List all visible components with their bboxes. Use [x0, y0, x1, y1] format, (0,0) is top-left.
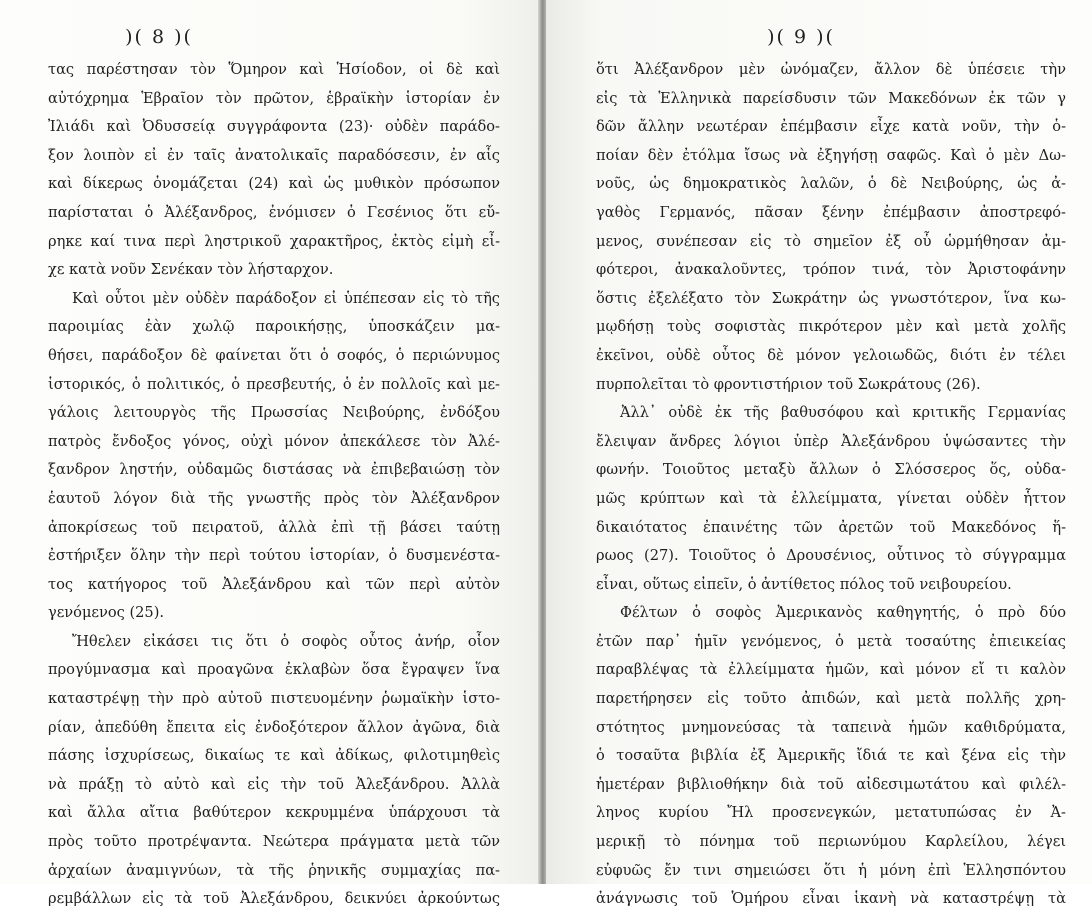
text-line: φότεροι, ἀνακαλοῦντες, τρόπον τινά, τὸν Ἀριστοφάνην: [596, 261, 1066, 279]
left-text-block: [48, 56, 500, 914]
text-line: παρίσταται ὁ Ἀλέξανδρος, ἐνόμισεν ὁ Γεσένιος ὅτι εὔ-: [48, 203, 500, 221]
text-line: Ἀλλ᾽ οὐδὲ ἐκ τῆς βαθυσόφου καὶ κριτικῆς Γερμανίας: [620, 404, 1066, 422]
text-line: ὅτι Ἀλέξανδρον μὲν ὠνόμαζεν, ἄλλον δὲ ὑπέσειε τὴν: [596, 61, 1066, 78]
text-line: καταστρέψῃ τὴν πρὸ αὐτοῦ πιστευομένην ῥωμαϊκὴν ἱστο-: [48, 690, 500, 708]
page-number-left: )( 8 )(: [125, 26, 193, 48]
text-line: νοῦς, ὡς δημοκρατικὸς λαλῶν, ὁ δὲ Νειβούρης, ὡς ἀ-: [596, 175, 1066, 193]
text-line: εἶναι, οὕτως εἰπεῖν, ὁ ἀντίθετος πόλος τοῦ νειβουρείου.: [596, 575, 1012, 593]
right-text-block: [596, 56, 1066, 914]
text-line: μῳδήσῃ τοὺς σοφιστὰς πικρότερον μὲν καὶ μετὰ χολῆς: [596, 318, 1066, 336]
text-line: ἐκεῖνοι, οὐδὲ οὗτος δὲ μόνον γελοιωδῶς, διότι ἐν τέλει: [596, 346, 1066, 364]
text-line: τος κατήγορος τοῦ Ἀλεξάνδρου καὶ τῶν περὶ αὐτὸν: [48, 575, 500, 593]
text-line: ἑαυτοῦ λόγον διὰ τῆς γνωστῆς πρὸς τὸν Ἀλέξανδρον: [48, 489, 500, 507]
text-line: ὁ τοσαῦτα βιβλία ἐξ Ἀμερικῆς ἴδιά τε καὶ ξένα εἰς τὴν: [596, 747, 1066, 765]
text-line: παρετήρησεν εἰς τοῦτο ἀπιδών, καὶ μετὰ πολλῆς χρη-: [596, 690, 1066, 708]
text-line: ρηκε καί τινα περὶ ληστρικοῦ χαρακτῆρος, ἐκτὸς εἰμὴ εἶ-: [48, 232, 500, 250]
text-line: ξανδρον ληστήν, οὐδαμῶς διστάσας νὰ ἐπιβεβαιώσῃ τὸν: [48, 461, 500, 479]
right-page: [546, 0, 1092, 908]
text-line: δικαιότατος ἐπαινέτης τῶν ἀρετῶν τοῦ Μακεδόνος ἥ-: [596, 518, 1066, 536]
text-line: καὶ ἄλλα αἴτια βαθύτερον κεκρυμμένα ὑπάρχουσι τὰ: [48, 804, 500, 822]
text-line: ἐτῶν παρ᾽ ἡμῖν γενόμενος, ὁ μετὰ τοσαύτης ἐπιεικείας: [596, 632, 1066, 650]
text-line: εὐφυῶς ἔν τινι σημειώσει ὅτι ἡ μόνη ἐπὶ Ἑλλησπόντου: [596, 861, 1066, 879]
text-line: ἀρχαίων ἀναμιγνύων, τὰ τῆς ῥηνικῆς συμμαχίας πα-: [48, 861, 500, 879]
text-line: νὰ πράξῃ τὸ αὐτὸ καὶ εἰς τὴν τοῦ Ἀλεξάνδρου. Ἀλλὰ: [48, 775, 500, 793]
text-line: πυρπολεῖται τὸ φροντιστήριον τοῦ Σωκράτους (26).: [596, 375, 981, 393]
text-line: πάσης ἰσχυρίσεως, δικαίως τε καὶ ἀδίκως, φιλοτιμηθεὶς: [48, 747, 500, 765]
text-line: θήσει, παράδοξον δὲ φαίνεται ὅτι ὁ σοφός, ὁ περιώνυμος: [48, 346, 500, 364]
text-line: ἔλειψαν ἄνδρες λόγιοι ὑπὲρ Ἀλεξάνδρου ὑψώσαντες τὴν: [596, 432, 1066, 450]
text-line: δῶν ἄλλην νεωτέραν ἐπέμβασιν εἶχε κατὰ νοῦν, τὴν ὁ-: [596, 118, 1066, 136]
text-line: ληνος κυρίου Ἤλ προσενεγκών, μετατυπώσας ἐν Ἀ-: [596, 804, 1066, 822]
text-line: ὅστις ἐξελέξατο τὸν Σωκράτην ὡς γνωστότερον, ἵνα κω-: [596, 289, 1066, 307]
text-line: ρίαν, ἀπεδύθη ἔπειτα εἰς ἐνδοξότερον ἄλλον ἀγῶνα, διὰ: [48, 718, 500, 736]
text-line: ἐστήριξεν ὅλην τὴν περὶ τούτου ἱστορίαν, ὁ δυσμενέστα-: [48, 547, 500, 565]
text-line: τας παρέστησαν τὸν Ὅμηρον καὶ Ἡσίοδον, οἱ δὲ καὶ: [48, 61, 500, 78]
text-line: χε κατὰ νοῦν Σενέκαν τὸν λήσταρχον.: [48, 261, 334, 279]
text-line: καὶ δίκερως ὀνομάζεται (24) καὶ ὡς μυθικὸν πρόσωπον: [48, 175, 500, 193]
text-line: μερικῇ τὸ πόνημα τοῦ περιωνύμου Καρλείλου, λέγει: [596, 833, 1066, 851]
text-line: αὐτόχρημα Ἑβραῖον τὸν πρῶτον, ἑβραϊκὴν ἱστορίαν ἐν: [48, 89, 500, 107]
text-line: γάλοις λειτουργὸς τῆς Πρωσσίας Νειβούρης, ἐνδόξου: [48, 404, 500, 422]
text-line: μῶς κρύπτων καὶ τὰ ἐλλείμματα, γίνεται οὐδὲν ἧττον: [596, 489, 1066, 507]
text-line: στότητος μνημονεύσας τὰ ταπεινὰ ἡμῶν καθιδρύματα,: [596, 718, 1066, 736]
text-line: γενόμενος (25).: [48, 604, 165, 622]
text-line: προγύμνασμα καὶ προαγῶνα ἐκλαβὼν ὅσα ἔγραψεν ἵνα: [48, 661, 500, 679]
text-line: ἱστορικός, ὁ πολιτικός, ὁ πρεσβευτής, ὁ ἐν πολλοῖς καὶ με-: [48, 375, 500, 393]
text-line: ρωος (27). Τοιοῦτος ὁ Δρουσένιος, οὗτινος τὸ σύγγραμμα: [596, 547, 1066, 565]
text-line: φωνήν. Τοιοῦτος μεταξὺ ἄλλων ὁ Σλόσσερος ὅς, οὐδα-: [596, 461, 1066, 479]
text-line: πατρὸς ἔνδοξος γόνος, οὐχὶ μόνον ἀπεκάλεσε τὸν Ἀλέ-: [48, 432, 500, 450]
text-line: ἡμετέραν βιβλιοθήκην διὰ τοῦ αἰδεσιμωτάτου καὶ φιλέλ-: [596, 775, 1066, 793]
text-line: ποίαν δὲν ἐτόλμα ἴσως νὰ ἐξηγήσῃ σαφῶς. Καὶ ὁ μὲν Δω-: [596, 146, 1066, 164]
text-line: ρεμβάλλων εἰς τὰ τοῦ Ἀλεξάνδρου, δεικνύει ἀρκούντως: [48, 890, 500, 908]
text-line: ξον λοιπὸν εἰ ἐν ταῖς ἀνατολικαῖς παραδόσεσιν, ἐν αἷς: [48, 146, 500, 164]
text-line: Καὶ οὗτοι μὲν οὐδὲν παράδοξον εἰ ὑπέπεσαν εἰς τὸ τῆς: [72, 289, 500, 307]
text-line: μενος, συνέπεσαν εἰς τὸ σημεῖον ἐξ οὗ ὡρμήθησαν ἀμ-: [596, 232, 1066, 250]
text-line: γαθὸς Γερμανός, πᾶσαν ξένην ἐπέμβασιν ἀποστρεφό-: [596, 203, 1066, 221]
text-line: παροιμίας ἐὰν χωλῷ παροικήσῃς, ὑποσκάζειν μα-: [48, 318, 500, 336]
text-line: Φέλτων ὁ σοφὸς Ἀμερικανὸς καθηγητής, ὁ πρὸ δύο: [620, 604, 1066, 622]
text-line: ἀποκρίσεως τοῦ πειρατοῦ, ἀλλὰ ἐπὶ τῇ βάσει ταύτῃ: [48, 518, 500, 536]
text-line: Ἰλιάδι καὶ Ὀδυσσείᾳ συγγράφοντα (23)· οὐδὲν παράδο-: [48, 118, 500, 136]
page-number-right: )( 9 )(: [767, 26, 835, 48]
text-line: παραβλέψας τὰ ἐλλείμματα ἡμῶν, καὶ μόνον εἴ τι καλὸν: [596, 661, 1066, 679]
left-page: [0, 0, 540, 908]
text-line: Ἤθελεν εἰκάσει τις ὅτι ὁ σοφὸς οὗτος ἀνήρ, οἷον: [72, 632, 500, 650]
text-line: πρὸς τοῦτο προτρέψαντα. Νεώτερα πράγματα μετὰ τῶν: [48, 833, 500, 851]
text-line: εἰς τὰ Ἑλληνικὰ παρείσδυσιν τῶν Μακεδόνων ἐκ τῶν γ: [596, 89, 1066, 107]
text-line: ἀνάγνωσις τοῦ Ὁμήρου εἶναι ἱκανὴ νὰ καταστρέψῃ τὰ: [596, 890, 1066, 908]
